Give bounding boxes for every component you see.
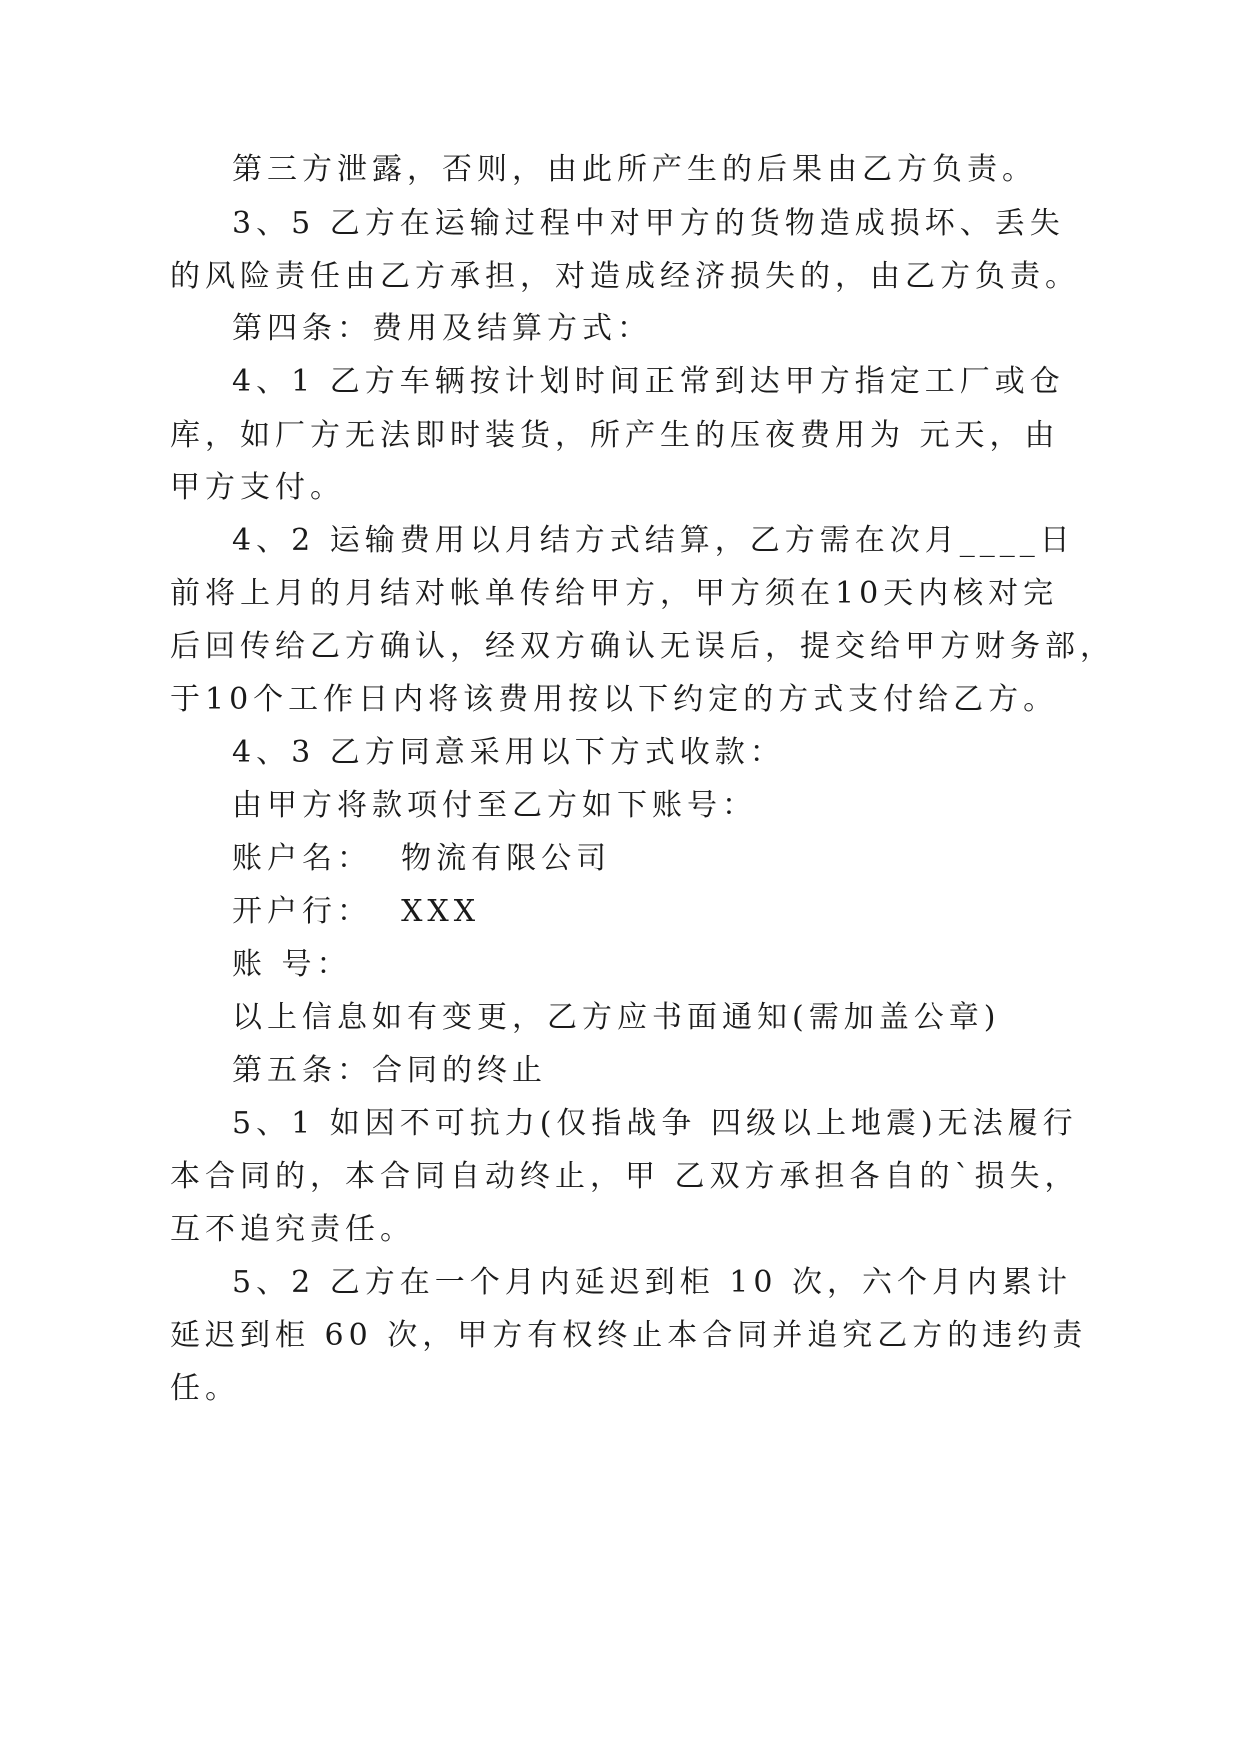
clause-5-1-line: 5、1 如因不可抗力(仅指战争 四级以上地震)无法履行 (232, 1106, 1078, 1141)
text-line: 第三方泄露，否则，由此所产生的后果由乙方负责。 (232, 152, 1037, 187)
text-line: 延迟到柜 60 次，甲方有权终止本合同并追究乙方的违约责 (170, 1318, 1088, 1353)
clause-4-3-line: 4、3 乙方同意采用以下方式收款： (232, 735, 785, 770)
article-5-heading: 第五条：合同的终止 (232, 1053, 547, 1088)
text-line: 由甲方将款项付至乙方如下账号： (232, 788, 757, 823)
text-line: 以上信息如有变更，乙方应书面通知(需加盖公章) (232, 1000, 1001, 1035)
text-line: 的风险责任由乙方承担，对造成经济损失的，由乙方负责。 (170, 259, 1080, 294)
text-line: 前将上月的月结对帐单传给甲方，甲方须在10天内核对完 (170, 576, 1059, 611)
bank-line: 开户行： XXX (232, 894, 481, 929)
text-line: 库，如厂方无法即时装货，所产生的压夜费用为 元天，由 (170, 418, 1060, 453)
clause-4-1-line: 4、1 乙方车辆按计划时间正常到达甲方指定工厂或仓 (232, 364, 1065, 399)
clause-4-2-line: 4、2 运输费用以月结方式结算，乙方需在次月____日 (232, 523, 1075, 558)
text-line: 任。 (170, 1371, 240, 1406)
account-name-line: 账户名： 物流有限公司 (232, 841, 612, 876)
text-line: 互不追究责任。 (170, 1212, 415, 1247)
article-4-heading: 第四条：费用及结算方式： (232, 311, 652, 346)
account-number-line: 账 号： (232, 947, 352, 982)
text-line: 本合同的，本合同自动终止，甲 乙双方承担各自的`损失， (170, 1159, 1080, 1194)
clause-3-5-line: 3、5 乙方在运输过程中对甲方的货物造成损坏、丢失 (232, 206, 1065, 241)
text-line: 后回传给乙方确认，经双方确认无误后，提交给甲方财务部， (170, 629, 1115, 664)
text-line: 甲方支付。 (170, 470, 345, 505)
text-line: 于10个工作日内将该费用按以下约定的方式支付给乙方。 (170, 682, 1059, 717)
clause-5-2-line: 5、2 乙方在一个月内延迟到柜 10 次，六个月内累计 (232, 1265, 1072, 1300)
